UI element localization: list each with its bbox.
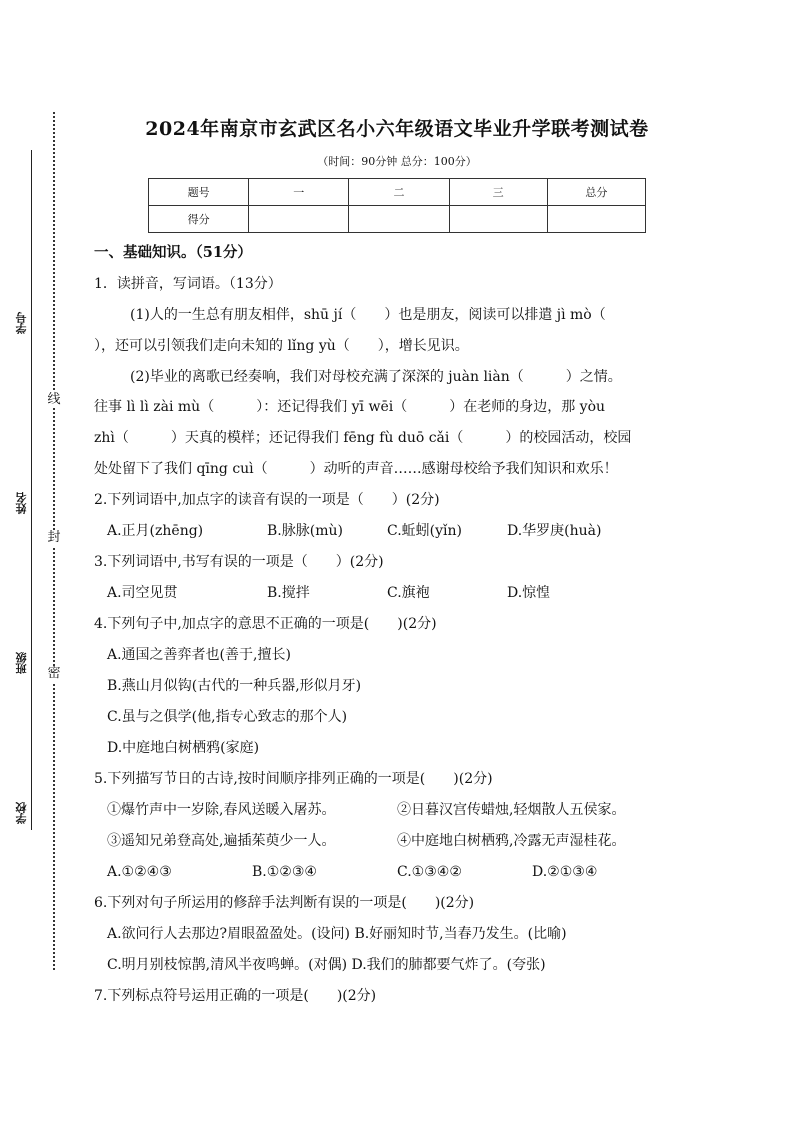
option[interactable]: B.①②③④ xyxy=(252,864,317,880)
score-header-cell: 一 xyxy=(249,179,349,206)
question-5-poems xyxy=(107,831,625,851)
score-table-row xyxy=(149,206,646,233)
option[interactable]: D.②①③④ xyxy=(532,864,598,880)
student-id-label: 学号 xyxy=(15,312,28,334)
option[interactable]: A.欲问行人去那边?眉眼盈盈处。(设问) B.好丽知时节,当春乃发生。(比喻) xyxy=(107,926,567,942)
question-1-title: 1．读拼音，写词语。（13分） xyxy=(94,276,282,292)
question-1-line: 往事 lì lì zài mù（ ）：还记得我们 yī wēi（ ）在老师的身边，那 yòu xyxy=(94,399,606,415)
option[interactable]: B.搅拌 xyxy=(267,585,310,601)
score-header-cell: 总分 xyxy=(547,179,645,206)
question-1-line: zhì（ ）天真的模样；还记得我们 fēng fù duō cǎi（ ）的校园活动，校园 xyxy=(94,430,632,446)
option[interactable]: C.明月别枝惊鹊,清风半夜鸣蝉。(对偶) D.我们的肺都要气炸了。(夸张) xyxy=(107,957,546,973)
exam-info: （时间：90分钟 总分：100分） xyxy=(317,155,477,168)
option[interactable]: B.燕山月似钩(古代的一种兵器,形似月牙) xyxy=(107,678,362,694)
option[interactable]: D.中庭地白树栖鸦(家庭) xyxy=(107,740,260,756)
score-cell[interactable] xyxy=(547,206,645,233)
question-3-title: 3.下列词语中,书写有误的一项是（ ）(2分) xyxy=(94,554,384,570)
score-header-cell: 二 xyxy=(349,179,449,206)
poem-line: ④中庭地白树栖鸦,冷露无声湿桂花。 xyxy=(397,833,626,849)
seal-mark-feng: 封 xyxy=(47,530,61,545)
score-cell[interactable] xyxy=(449,206,547,233)
score-table-header-row xyxy=(149,179,646,206)
question-4-title: 4.下列句子中,加点字的意思不正确的一项是( )(2分) xyxy=(94,616,437,632)
option[interactable]: D.华罗庚(huà) xyxy=(507,523,602,539)
class-label: 班级 xyxy=(15,652,28,674)
student-name-label: 姓名 xyxy=(15,492,28,514)
section-heading: 一、基础知识。（51分） xyxy=(94,244,252,261)
poem-line: ①爆竹声中一岁除,春风送暖入屠苏。 xyxy=(107,802,336,818)
poem-line: ②日暮汉宫传蜡烛,轻烟散人五侯家。 xyxy=(397,802,626,818)
option[interactable]: C.虽与之俱学(他,指专心致志的那个人) xyxy=(107,709,348,725)
question-2-title: 2.下列词语中,加点字的读音有误的一项是（ ）(2分) xyxy=(94,492,440,508)
score-header-cell: 三 xyxy=(449,179,547,206)
option[interactable]: C.①③④② xyxy=(397,864,462,880)
school-label: 学校 xyxy=(15,802,28,824)
score-header-cell: 题号 xyxy=(149,179,249,206)
option[interactable]: C.旗袍 xyxy=(387,585,430,601)
seal-mark-xian: 线 xyxy=(47,392,61,407)
page-title: 2024年南京市玄武区名小六年级语文毕业升学联考测试卷 xyxy=(145,118,649,140)
question-1-line: 处处留下了我们 qīng cuì（ ）动听的声音……感谢母校给予我们知识和欢乐！ xyxy=(94,461,618,477)
question-5-options xyxy=(107,862,597,882)
poem-line: ③遥知兄弟登高处,遍插茱萸少一人。 xyxy=(107,833,336,849)
option[interactable]: A.①②④③ xyxy=(107,864,172,880)
question-5-title: 5.下列描写节日的古诗,按时间顺序排列正确的一项是( )(2分) xyxy=(94,771,493,787)
score-row-label: 得分 xyxy=(149,206,249,233)
question-1-line: ），还可以引领我们走向未知的 lǐng yù（ ），增长见识。 xyxy=(94,338,469,354)
option[interactable]: A.司空见贯 xyxy=(107,585,178,601)
question-2-options xyxy=(107,521,601,541)
score-cell[interactable] xyxy=(249,206,349,233)
option[interactable]: A.正月(zhēng) xyxy=(107,523,204,539)
score-table xyxy=(148,178,646,233)
school-field[interactable] xyxy=(14,640,36,830)
score-cell[interactable] xyxy=(349,206,449,233)
option[interactable]: D.惊惶 xyxy=(507,585,551,601)
question-1-line: (2)毕业的离歌已经奏响，我们对母校充满了深深的 juàn liàn（ ）之情。 xyxy=(130,369,622,385)
question-5-poems xyxy=(107,800,625,820)
question-6-title: 6.下列对句子所运用的修辞手法判断有误的一项是( )(2分) xyxy=(94,895,475,911)
student-id-field[interactable] xyxy=(14,150,36,340)
option[interactable]: C.蚯蚓(yǐn) xyxy=(387,523,462,539)
question-3-options xyxy=(107,583,550,603)
seal-mark-mi: 密 xyxy=(47,666,61,681)
option[interactable]: B.脉脉(mù) xyxy=(267,523,343,539)
option[interactable]: A.通国之善弈者也(善于,擅长) xyxy=(107,647,291,663)
question-1-line: (1)人的一生总有朋友相伴，shū jí（ ）也是朋友，阅读可以排遣 jì mò（ xyxy=(130,307,606,323)
question-7-title: 7.下列标点符号运用正确的一项是( )(2分) xyxy=(94,988,377,1004)
